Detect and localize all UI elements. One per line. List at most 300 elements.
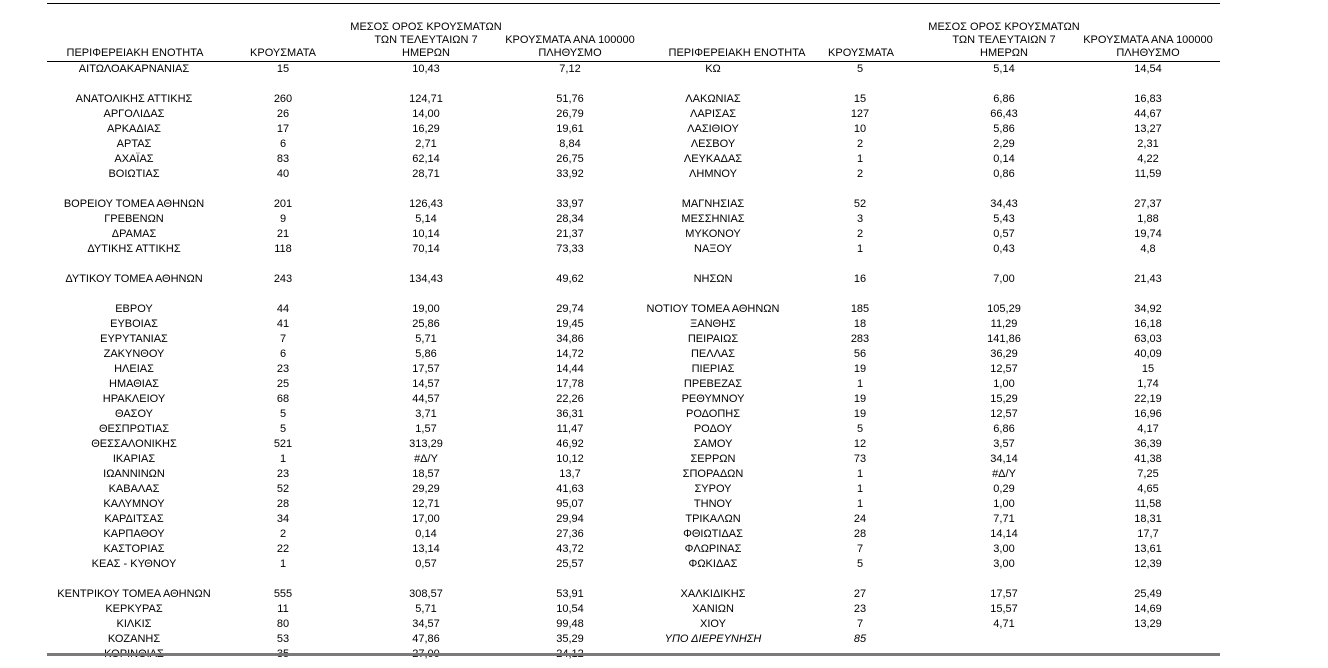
right-region-cell	[613, 257, 813, 272]
left-per100k-cell: 33,92	[556, 168, 584, 180]
left-region-cell: ΑΡΤΑΣ	[116, 138, 152, 150]
left-per100k-cell: 41,63	[556, 483, 584, 495]
right-per100k-cell: 4,17	[1137, 423, 1159, 435]
left-region-cell: ΚΑΣΤΟΡΙΑΣ	[103, 543, 165, 555]
left-cases-cell: 11	[277, 603, 289, 615]
right-cases-cell: 1	[856, 468, 864, 480]
left-avg7-cell: 44,57	[412, 393, 440, 405]
left-per100k-cell: 53,91	[556, 588, 584, 600]
right-cases-cell: 5	[856, 63, 864, 75]
left-region-cell: ΚΑΛΥΜΝΟΥ	[103, 498, 165, 510]
left-avg7-cell: 19,00	[412, 303, 440, 315]
right-per100k-cell	[1088, 77, 1208, 92]
right-cases-cell: 1	[856, 498, 864, 510]
left-region-cell: ΑΝΑΤΟΛΙΚΗΣ ΑΤΤΙΚΗΣ	[75, 93, 193, 105]
left-avg7-cell: 1,57	[415, 423, 437, 435]
left-avg7-cell: 29,29	[412, 483, 440, 495]
right-avg7-cell: 5,86	[993, 123, 1015, 135]
left-avg7-cell: 5,71	[415, 333, 437, 345]
left-region-cell	[34, 182, 234, 197]
left-per100k-cell: 49,62	[556, 273, 584, 285]
left-cases-cell: 41	[276, 318, 290, 330]
right-avg7-cell: 17,57	[990, 588, 1018, 600]
right-cases-cell: 10	[853, 123, 867, 135]
left-avg7-cell: 5,71	[415, 603, 437, 615]
right-per100k-cell	[1088, 287, 1208, 302]
right-per100k-cell: 4,22	[1137, 153, 1159, 165]
left-avg7-cell: 14,00	[412, 108, 440, 120]
right-per100k-cell: 15	[1141, 363, 1155, 375]
right-region-cell: ΝΑΞΟΥ	[694, 243, 732, 255]
left-cases-cell: 26	[276, 108, 290, 120]
left-cases-cell: 15	[276, 63, 290, 75]
right-per100k-cell: 34,92	[1134, 303, 1162, 315]
right-cases-cell: 7	[856, 543, 864, 555]
left-per100k-cell: 36,31	[556, 408, 584, 420]
right-per100k-cell	[1088, 572, 1208, 587]
right-region-cell: ΛΕΥΚΑΔΑΣ	[683, 153, 743, 165]
left-cases-cell: 34	[276, 513, 290, 525]
left-region-cell: ΕΒΡΟΥ	[115, 303, 153, 315]
right-region-cell: ΦΛΩΡΙΝΑΣ	[684, 543, 742, 555]
left-cases-cell	[243, 257, 323, 272]
left-avg7-cell: 47,86	[412, 633, 440, 645]
left-cases-cell: 260	[273, 93, 293, 105]
left-cases-cell	[243, 287, 323, 302]
left-region-cell: ΒΟΙΩΤΙΑΣ	[108, 168, 160, 180]
right-region-cell	[613, 572, 813, 587]
right-cases-cell: 73	[853, 453, 867, 465]
right-per100k-cell: 14,69	[1134, 603, 1162, 615]
left-region-cell: ΘΕΣΠΡΩΤΙΑΣ	[98, 423, 170, 435]
left-avg7-cell: 5,86	[415, 348, 437, 360]
left-per100k-cell: 14,72	[556, 348, 584, 360]
left-cases-cell: 243	[273, 273, 293, 285]
right-per100k-cell: 36,39	[1134, 438, 1162, 450]
right-cases-cell: 16	[853, 273, 867, 285]
left-region-cell	[34, 287, 234, 302]
left-avg7-cell: 17,57	[412, 363, 440, 375]
left-per100k-cell: 19,61	[556, 123, 584, 135]
left-region-cell	[34, 77, 234, 92]
left-cases-cell: 521	[273, 438, 293, 450]
right-region-cell: ΝΟΤΙΟΥ ΤΟΜΕΑ ΑΘΗΝΩΝ	[646, 303, 780, 315]
left-cases-cell: 2	[279, 528, 287, 540]
right-avg7-cell: 105,29	[987, 303, 1021, 315]
left-cases-cell: 83	[276, 153, 290, 165]
left-region-cell: ΖΑΚΥΝΘΟΥ	[103, 348, 165, 360]
right-avg7-cell: 12,57	[990, 363, 1018, 375]
left-per100k-cell: 35,29	[556, 633, 584, 645]
left-region-cell: ΕΥΒΟΙΑΣ	[110, 318, 158, 330]
right-region-cell: ΜΑΓΝΗΣΙΑΣ	[681, 198, 745, 210]
right-cases-cell: 283	[850, 333, 870, 345]
right-cases-cell: 12	[853, 438, 867, 450]
left-region-cell: ΙΩΑΝΝΙΝΩΝ	[103, 468, 165, 480]
right-avg7-cell	[944, 572, 1064, 587]
right-avg7-cell: 36,29	[990, 348, 1018, 360]
right-region-cell: ΧΙΟΥ	[700, 618, 726, 630]
left-per100k-cell	[510, 182, 630, 197]
right-region-cell: ΡΟΔΟΥ	[693, 423, 733, 435]
left-per100k-cell: 25,57	[556, 558, 584, 570]
right-cases-cell: 1	[856, 378, 864, 390]
right-region-cell: ΛΗΜΝΟΥ	[689, 168, 737, 180]
left-cases-cell	[243, 572, 323, 587]
left-region-cell: ΙΚΑΡΙΑΣ	[112, 453, 156, 465]
left-region-cell: ΑΡΓΟΛΙΔΑΣ	[103, 108, 165, 120]
right-region-cell: ΠΕΛΛΑΣ	[690, 348, 736, 360]
right-per100k-cell: 13,61	[1134, 543, 1162, 555]
right-cases-cell: 24	[853, 513, 867, 525]
right-cases-cell: 2	[856, 138, 864, 150]
right-avg7-cell	[944, 257, 1064, 272]
left-region-cell: ΚΑΡΔΙΤΣΑΣ	[104, 513, 164, 525]
left-region-cell: ΚΕΡΚΥΡΑΣ	[105, 603, 163, 615]
right-cases-cell: 18	[853, 318, 867, 330]
right-region-cell: ΜΥΚΟΝΟΥ	[685, 228, 741, 240]
right-cases-cell: 1	[856, 153, 864, 165]
right-avg7-cell: 3,00	[993, 558, 1015, 570]
left-avg7-cell: 313,29	[409, 438, 443, 450]
right-per100k-cell: 63,03	[1134, 333, 1162, 345]
left-avg7-cell: 134,43	[409, 273, 443, 285]
left-region-cell: ΚΑΒΑΛΑΣ	[108, 483, 160, 495]
right-avg7-cell: 0,43	[993, 243, 1015, 255]
right-per100k-cell: 4,65	[1137, 483, 1159, 495]
left-region-cell: ΗΜΑΘΙΑΣ	[109, 378, 159, 390]
left-region-cell: ΘΑΣΟΥ	[114, 408, 154, 420]
left-avg7-cell: 70,14	[412, 243, 440, 255]
right-avg7-cell: 3,57	[993, 438, 1015, 450]
right-region-cell: ΣΠΟΡΑΔΩΝ	[682, 468, 744, 480]
right-per100k-cell: 22,19	[1134, 393, 1162, 405]
left-per100k-cell	[510, 77, 630, 92]
right-cases-cell: 7	[856, 618, 864, 630]
right-region-cell	[613, 77, 813, 92]
right-avg7-cell: 1,00	[993, 378, 1015, 390]
left-cases-cell: 23	[276, 468, 290, 480]
right-region-cell: ΤΡΙΚΑΛΩΝ	[685, 513, 741, 525]
right-per100k-cell	[1088, 182, 1208, 197]
right-cases-cell: 19	[853, 393, 867, 405]
right-per100k-cell: 44,67	[1134, 108, 1162, 120]
left-cases-cell: 1	[279, 558, 287, 570]
right-avg7-cell: 5,43	[993, 213, 1015, 225]
right-avg7-cell: 0,29	[993, 483, 1015, 495]
right-per100k-cell: 7,25	[1137, 468, 1159, 480]
left-region-cell: ΑΡΚΑΔΙΑΣ	[107, 123, 161, 135]
right-avg7-cell: 3,00	[993, 543, 1015, 555]
right-per100k-cell: 12,39	[1134, 558, 1162, 570]
left-region-cell: ΗΛΕΙΑΣ	[114, 363, 154, 375]
right-cases-cell: 5	[856, 423, 864, 435]
left-avg7-cell: 18,57	[412, 468, 440, 480]
right-cases-cell: 1	[856, 243, 864, 255]
right-region-cell: ΜΕΣΣΗΝΙΑΣ	[681, 213, 745, 225]
right-region-cell: ΛΑΣΙΘΙΟΥ	[687, 123, 739, 135]
right-per100k-cell: 17,7	[1137, 528, 1159, 540]
left-region-cell: ΔΥΤΙΚΟΥ ΤΟΜΕΑ ΑΘΗΝΩΝ	[65, 273, 203, 285]
left-avg7-cell: 0,57	[415, 558, 437, 570]
left-region-cell: ΚΕΝΤΡΙΚΟΥ ΤΟΜΕΑ ΑΘΗΝΩΝ	[57, 588, 211, 600]
left-cases-cell: 5	[279, 408, 287, 420]
left-per100k-cell: 99,48	[556, 618, 584, 630]
right-region-cell: ΠΕΙΡΑΙΩΣ	[687, 333, 739, 345]
left-region-cell: ΕΥΡΥΤΑΝΙΑΣ	[100, 333, 168, 345]
right-per100k-cell: 1,88	[1137, 213, 1159, 225]
right-avg7-cell: 7,71	[993, 513, 1015, 525]
left-cases-cell: 9	[279, 213, 287, 225]
right-avg7-cell: 34,43	[990, 198, 1018, 210]
left-avg7-cell: 34,57	[412, 618, 440, 630]
left-region-cell: ΗΡΑΚΛΕΙΟΥ	[102, 393, 166, 405]
right-region-cell: ΡΕΘΥΜΝΟΥ	[681, 393, 745, 405]
right-per100k-cell: 27,37	[1134, 198, 1162, 210]
left-per100k-cell: 10,12	[556, 453, 584, 465]
left-avg7-cell: 5,14	[415, 213, 437, 225]
header-region-right: ΠΕΡΙΦΕΡΕΙΑΚΗ ΕΝΟΤΗΤΑ	[668, 47, 806, 59]
left-cases-cell: 25	[276, 378, 290, 390]
left-avg7-cell: 308,57	[409, 588, 443, 600]
right-region-cell: ΛΑΡΙΣΑΣ	[689, 108, 736, 120]
left-cases-cell: 201	[273, 198, 293, 210]
left-cases-cell: 5	[279, 423, 287, 435]
right-avg7-cell: 6,86	[993, 93, 1015, 105]
right-region-cell: ΣΥΡΟΥ	[694, 483, 732, 495]
right-cases-cell: 3	[856, 213, 864, 225]
right-per100k-cell: 40,09	[1134, 348, 1162, 360]
right-avg7-cell: 12,57	[990, 408, 1018, 420]
right-per100k-cell: 14,54	[1134, 63, 1162, 75]
right-avg7-cell: 0,86	[993, 168, 1015, 180]
right-cases-cell: 127	[850, 108, 870, 120]
left-per100k-cell	[510, 257, 630, 272]
left-per100k-cell	[510, 572, 630, 587]
left-per100k-cell	[510, 287, 630, 302]
right-region-cell	[613, 182, 813, 197]
left-avg7-cell: 14,57	[412, 378, 440, 390]
left-region-cell: ΑΧΑΪΑΣ	[114, 153, 154, 165]
right-cases-cell: 27	[853, 588, 867, 600]
left-per100k-cell: 95,07	[556, 498, 584, 510]
left-avg7-cell: 62,14	[412, 153, 440, 165]
left-cases-cell: 1	[279, 453, 287, 465]
right-region-cell: ΣΑΜΟΥ	[693, 438, 733, 450]
left-per100k-cell: 46,92	[556, 438, 584, 450]
left-avg7-cell: 25,86	[412, 318, 440, 330]
left-per100k-cell: 27,36	[556, 528, 584, 540]
left-avg7-cell	[366, 77, 486, 92]
header-cases-right: ΚΡΟΥΣΜΑΤΑ	[828, 47, 894, 59]
left-per100k-cell: 10,54	[556, 603, 584, 615]
right-avg7-cell: 1,00	[993, 498, 1015, 510]
left-cases-cell	[243, 182, 323, 197]
left-per100k-cell: 11,47	[556, 423, 584, 435]
left-avg7-cell: 10,14	[412, 228, 440, 240]
left-avg7-cell	[366, 257, 486, 272]
right-cases-cell: 56	[853, 348, 867, 360]
right-per100k-cell: 16,96	[1134, 408, 1162, 420]
right-avg7-cell	[944, 287, 1064, 302]
right-region-cell: ΦΩΚΙΔΑΣ	[688, 558, 738, 570]
right-avg7-cell: 15,29	[990, 393, 1018, 405]
header-avg7-left: ΜΕΣΟΣ ΟΡΟΣ ΚΡΟΥΣΜΑΤΩΝ ΤΩΝ ΤΕΛΕΥΤΑΙΩΝ 7 ΗΜΕΡΩΝ	[350, 21, 502, 59]
left-per100k-cell: 73,33	[556, 243, 584, 255]
left-per100k-cell: 17,78	[556, 378, 584, 390]
left-avg7-cell: 3,71	[415, 408, 437, 420]
left-per100k-cell: 28,34	[556, 213, 584, 225]
left-cases-cell: 28	[276, 498, 290, 510]
left-region-cell	[34, 257, 234, 272]
right-cases-cell: 2	[856, 168, 864, 180]
header-per100k-right: ΚΡΟΥΣΜΑΤΑ ΑΝΑ 100000 ΠΛΗΘΥΣΜΟ	[1083, 34, 1213, 59]
right-cases-cell: 1	[856, 483, 864, 495]
left-per100k-cell: 21,37	[556, 228, 584, 240]
left-region-cell: ΚΕΑΣ - ΚΥΘΝΟΥ	[91, 558, 177, 570]
left-avg7-cell: 12,71	[412, 498, 440, 510]
left-cases-cell: 40	[276, 168, 290, 180]
right-avg7-cell: 11,29	[990, 318, 1018, 330]
right-per100k-cell: 25,49	[1134, 588, 1162, 600]
left-avg7-cell: 2,71	[415, 138, 437, 150]
right-cases-cell: 19	[853, 363, 867, 375]
right-avg7-cell	[944, 182, 1064, 197]
right-per100k-cell: 18,31	[1134, 513, 1162, 525]
right-avg7-cell: 5,14	[993, 63, 1015, 75]
left-region-cell: ΚΙΛΚΙΣ	[116, 618, 152, 630]
right-per100k-cell: 16,83	[1134, 93, 1162, 105]
right-cases-cell	[820, 77, 900, 92]
right-cases-cell: 15	[853, 93, 867, 105]
left-avg7-cell: 10,43	[412, 63, 440, 75]
right-per100k-cell: 41,38	[1134, 453, 1162, 465]
right-avg7-cell: 66,43	[990, 108, 1018, 120]
right-per100k-cell: 11,59	[1134, 168, 1162, 180]
left-region-cell: ΚΟΖΑΝΗΣ	[107, 633, 161, 645]
left-per100k-cell: 7,12	[559, 63, 581, 75]
bottom-border	[47, 653, 1220, 656]
right-region-cell: ΣΕΡΡΩΝ	[690, 453, 736, 465]
right-cases-cell: 23	[853, 603, 867, 615]
right-per100k-cell: 13,27	[1134, 123, 1162, 135]
header-region-left: ΠΕΡΙΦΕΡΕΙΑΚΗ ΕΝΟΤΗΤΑ	[66, 47, 204, 59]
right-cases-cell: 19	[853, 408, 867, 420]
left-avg7-cell	[366, 572, 486, 587]
header-per100k-left: ΚΡΟΥΣΜΑΤΑ ΑΝΑ 100000 ΠΛΗΘΥΣΜΟ	[505, 34, 635, 59]
right-per100k-cell: 2,31	[1137, 138, 1159, 150]
left-avg7-cell: 28,71	[412, 168, 440, 180]
left-per100k-cell: 26,79	[556, 108, 584, 120]
right-avg7-cell: 2,29	[993, 138, 1015, 150]
left-per100k-cell: 29,74	[556, 303, 584, 315]
right-cases-cell: 85	[853, 633, 867, 645]
left-avg7-cell	[366, 182, 486, 197]
right-avg7-cell: #Δ/Υ	[992, 468, 1016, 480]
left-region-cell: ΒΟΡΕΙΟΥ ΤΟΜΕΑ ΑΘΗΝΩΝ	[63, 198, 205, 210]
left-per100k-cell: 29,94	[556, 513, 584, 525]
left-avg7-cell: 0,14	[415, 528, 437, 540]
left-region-cell	[34, 572, 234, 587]
top-border	[47, 3, 1220, 4]
right-region-cell: ΚΩ	[705, 63, 721, 75]
left-cases-cell: 80	[276, 618, 290, 630]
left-region-cell: ΔΡΑΜΑΣ	[111, 228, 157, 240]
left-cases-cell: 23	[276, 363, 290, 375]
right-avg7-cell: 4,71	[993, 618, 1015, 630]
right-region-cell: ΡΟΔΟΠΗΣ	[685, 408, 741, 420]
right-avg7-cell: 141,86	[987, 333, 1021, 345]
right-avg7-cell: 0,14	[993, 153, 1015, 165]
left-cases-cell: 555	[273, 588, 293, 600]
right-cases-cell: 52	[853, 198, 867, 210]
left-avg7-cell: 126,43	[409, 198, 443, 210]
right-avg7-cell: 14,14	[990, 528, 1018, 540]
header-cases-left: ΚΡΟΥΣΜΑΤΑ	[250, 47, 316, 59]
right-per100k-cell: 11,58	[1134, 498, 1162, 510]
left-cases-cell: 44	[276, 303, 290, 315]
left-per100k-cell: 51,76	[556, 93, 584, 105]
left-cases-cell	[243, 77, 323, 92]
left-cases-cell: 52	[276, 483, 290, 495]
right-avg7-cell	[944, 632, 1064, 647]
header-avg7-right: ΜΕΣΟΣ ΟΡΟΣ ΚΡΟΥΣΜΑΤΩΝ ΤΩΝ ΤΕΛΕΥΤΑΙΩΝ 7 ΗΜΕΡΩΝ	[928, 21, 1080, 59]
right-per100k-cell: 19,74	[1134, 228, 1162, 240]
right-cases-cell: 28	[853, 528, 867, 540]
left-cases-cell: 118	[274, 243, 292, 255]
left-region-cell: ΓΡΕΒΕΝΩΝ	[104, 213, 164, 225]
left-per100k-cell: 33,97	[556, 198, 584, 210]
right-cases-cell: 2	[856, 228, 864, 240]
right-region-cell: ΠΡΕΒΕΖΑΣ	[683, 378, 743, 390]
right-region-cell	[613, 287, 813, 302]
right-per100k-cell: 4,8	[1140, 243, 1156, 255]
right-cases-cell	[820, 572, 900, 587]
right-per100k-cell	[1088, 257, 1208, 272]
right-cases-cell	[820, 287, 900, 302]
left-avg7-cell: 16,29	[412, 123, 440, 135]
left-cases-cell: 53	[276, 633, 290, 645]
right-region-cell: ΝΗΣΩΝ	[693, 273, 733, 285]
right-cases-cell: 5	[856, 558, 864, 570]
right-region-cell: ΧΑΛΚΙΔΙΚΗΣ	[680, 588, 746, 600]
left-avg7-cell: #Δ/Υ	[414, 453, 438, 465]
left-region-cell: ΚΑΡΠΑΘΟΥ	[103, 528, 165, 540]
right-region-cell: ΤΗΝΟΥ	[693, 498, 733, 510]
right-region-cell: ΧΑΝΙΩΝ	[692, 603, 734, 615]
left-cases-cell: 68	[276, 393, 290, 405]
right-per100k-cell: 1,74	[1137, 378, 1159, 390]
right-per100k-cell: 16,18	[1134, 318, 1162, 330]
left-region-cell: ΔΥΤΙΚΗΣ ΑΤΤΙΚΗΣ	[87, 243, 181, 255]
right-per100k-cell	[1088, 632, 1208, 647]
right-avg7-cell: 7,00	[993, 273, 1015, 285]
right-avg7-cell: 6,86	[993, 423, 1015, 435]
left-per100k-cell: 13,7	[559, 468, 581, 480]
left-per100k-cell: 14,44	[556, 363, 584, 375]
right-region-cell: ΛΕΣΒΟΥ	[690, 138, 736, 150]
right-cases-cell	[820, 182, 900, 197]
right-avg7-cell: 0,57	[993, 228, 1015, 240]
right-avg7-cell: 15,57	[990, 603, 1018, 615]
left-cases-cell: 6	[279, 138, 287, 150]
left-per100k-cell: 8,84	[559, 138, 581, 150]
left-region-cell: ΘΕΣΣΑΛΟΝΙΚΗΣ	[91, 438, 177, 450]
left-per100k-cell: 26,75	[556, 153, 584, 165]
left-avg7-cell: 17,00	[412, 513, 440, 525]
right-cases-cell: 185	[850, 303, 870, 315]
right-region-cell: ΦΘΙΩΤΙΔΑΣ	[683, 528, 743, 540]
